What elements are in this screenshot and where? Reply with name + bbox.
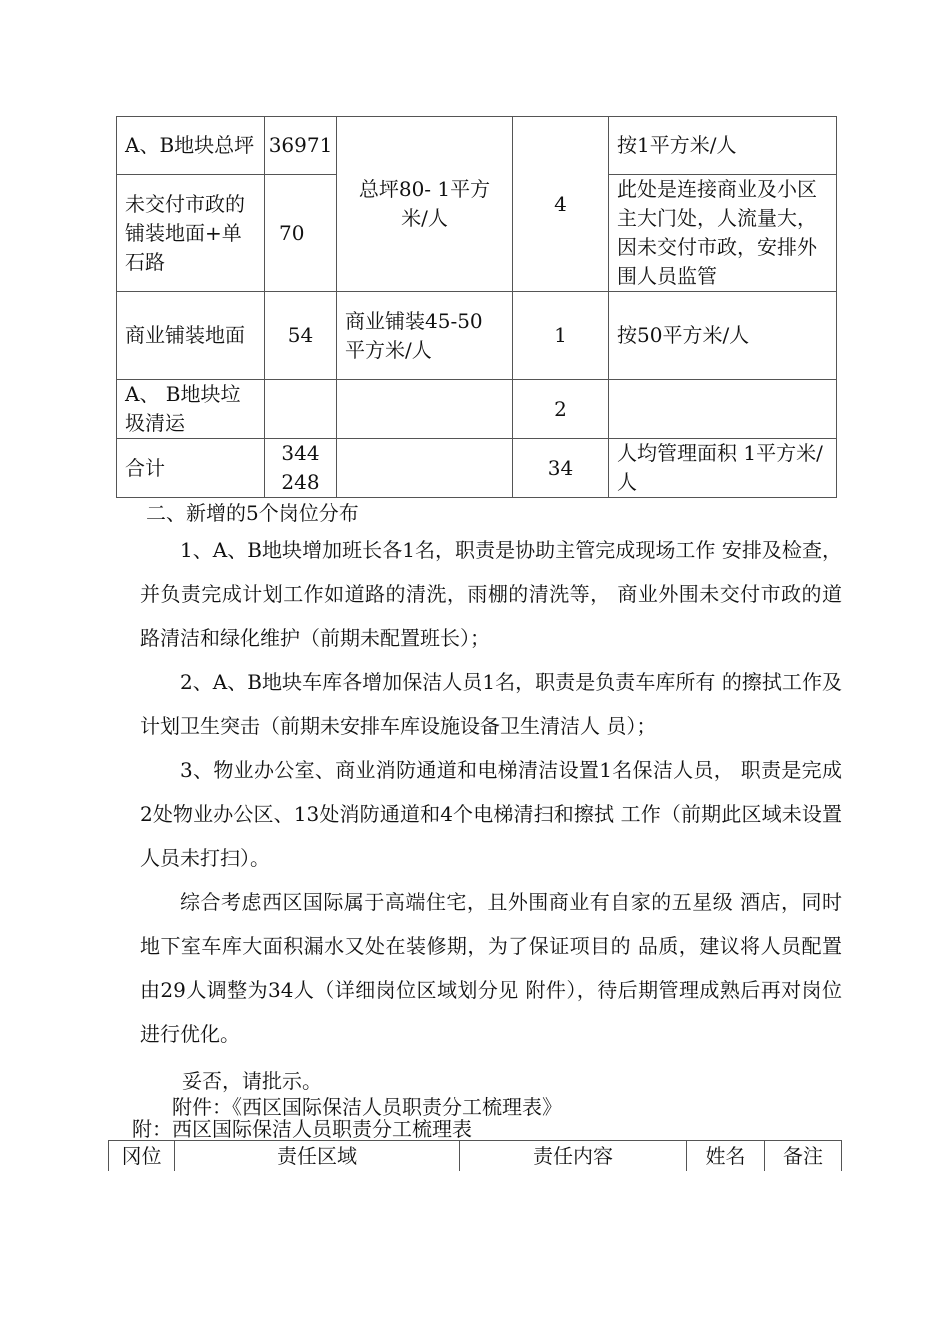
paragraph: 综合考虑西区国际属于高端住宅，且外围商业有自家的五星级 酒店，同时地下室车库大面积漏水又处在装修期，为了保证项目的 品质，建议将人员配置由29人调整为34人（详细岗位区域划分见 附件），待后期管理成熟后再对岗位进行优化。 <box>140 890 842 1046</box>
cell-area: 合计 <box>117 439 265 498</box>
cell-remark: 此处是连接商业及小区主大门处，人流量大，因未交付市政，安排外围人员监管 <box>609 175 837 292</box>
cell-qty <box>265 380 337 439</box>
cell-persons: 1 <box>513 292 609 380</box>
header-name: 姓名 <box>687 1141 765 1172</box>
paragraph: 1、A、B地块增加班长各1名，职责是协助主管完成现场工作 安排及检查，并负责完成计划工作如道路的清洗，雨棚的清洗等， 商业外围未交付市政的道路清洁和绿化维护（前期未配置班长）； <box>140 538 842 650</box>
staffing-table <box>116 116 837 498</box>
cell-standard: 总坪80- 1平方米/人 <box>337 117 513 292</box>
cell-persons: 4 <box>513 117 609 292</box>
cell-qty: 344248 <box>265 439 337 498</box>
closing-text: 妥否，请批示。 <box>182 1069 322 1093</box>
cell-standard <box>337 439 513 498</box>
duty-table <box>108 1140 842 1171</box>
cell-qty: 54 <box>265 292 337 380</box>
cell-remark: 人均管理面积 1平方米/人 <box>609 439 837 498</box>
paragraph: 2、A、B地块车库各增加保洁人员1名，职责是负责车库所有 的擦拭工作及计划卫生突击（前期未安排车库设施设备卫生清洁人 员）； <box>140 670 842 738</box>
cell-qty: 36971 <box>265 117 337 175</box>
appendix-title: 附：西区国际保洁人员职责分工梳理表 <box>132 1117 472 1141</box>
cell-qty: 70 <box>265 175 337 292</box>
paragraph: 3、物业办公室、商业消防通道和电梯清洁设置1名保洁人员， 职责是完成2处物业办公区、13处消防通道和4个电梯清扫和擦拭 工作（前期此区域未设置人员未打扫）。 <box>140 758 842 870</box>
header-content: 责任内容 <box>460 1141 687 1172</box>
cell-area: 商业铺装地面 <box>117 292 265 380</box>
header-remark: 备注 <box>765 1141 842 1172</box>
cell-persons: 34 <box>513 439 609 498</box>
cell-remark: 按50平方米/人 <box>609 292 837 380</box>
cell-standard: 商业铺装45-50 平方米/人 <box>337 292 513 380</box>
cell-persons: 2 <box>513 380 609 439</box>
cell-area: A、B地块总坪 <box>117 117 265 175</box>
cell-area: 未交付市政的铺装地面+单石路 <box>117 175 265 292</box>
cell-remark: 按1平方米/人 <box>609 117 837 175</box>
cell-standard <box>337 380 513 439</box>
attachment-line: 附件：《西区国际保洁人员职责分工梳理表》 <box>172 1095 562 1119</box>
cell-remark <box>609 380 837 439</box>
cell-area: A、 B地块垃圾清运 <box>117 380 265 439</box>
section-title: 二、新增的5个岗位分布 <box>146 501 359 525</box>
header-area: 责任区域 <box>175 1141 460 1172</box>
header-post: 冈位 <box>109 1141 175 1172</box>
